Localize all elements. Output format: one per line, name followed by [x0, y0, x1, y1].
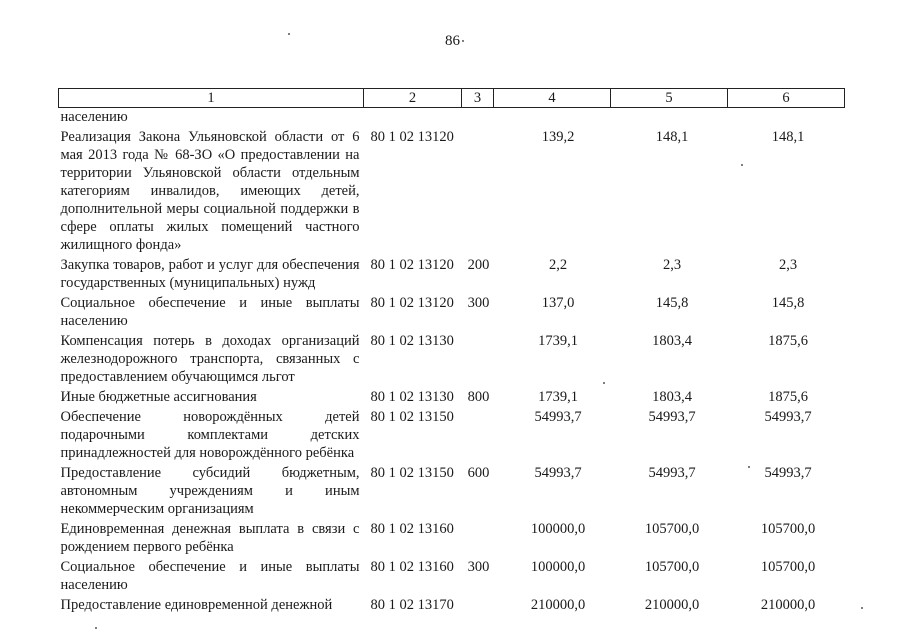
row-name: Предоставление субсидий бюджетным, автономным учреждениям и иным некоммерческим организациям: [60, 465, 360, 517]
row-code: 80 1 02 13150: [370, 409, 454, 425]
table-row: [59, 256, 845, 294]
table-header-row: [59, 89, 845, 108]
row-value-col6: 105700,0: [760, 559, 816, 575]
row-code: 80 1 02 13120: [370, 129, 454, 145]
row-name: Единовременная денежная выплата в связи с рождением первого ребёнка: [60, 521, 360, 555]
row-value-col6: 54993,7: [764, 409, 812, 425]
row-expense-type: [462, 128, 494, 256]
row-value-col4: 54993,7: [534, 409, 582, 425]
scan-speck: [748, 466, 750, 468]
row-value-col6: 1875,6: [768, 389, 808, 405]
row-name: Предоставление единовременной денежной: [60, 597, 333, 613]
scan-speck: [741, 164, 743, 166]
row-value-col6: 1875,6: [768, 333, 808, 349]
scan-speck: [288, 33, 290, 35]
row-code: 80 1 02 13130: [370, 333, 454, 349]
table-row: [59, 128, 845, 256]
table-row: [59, 520, 845, 558]
row-code: 80 1 02 13150: [370, 465, 454, 481]
budget-table: [58, 88, 845, 616]
row-value-col6: 105700,0: [760, 521, 816, 537]
column-header-3: 3: [462, 89, 494, 108]
column-header-5: 5: [611, 89, 728, 108]
table-row: [59, 558, 845, 596]
row-value-col6: 2,3: [778, 257, 798, 273]
row-code: 80 1 02 13170: [370, 597, 454, 613]
row-value-col6: [728, 108, 845, 129]
row-expense-type: 600: [467, 465, 490, 481]
row-value-col4: 100000,0: [530, 521, 586, 537]
row-value-col6: 54993,7: [764, 465, 812, 481]
scan-speck: [861, 607, 863, 609]
row-expense-type: 300: [467, 295, 490, 311]
row-value-col6: 148,1: [771, 129, 805, 145]
scan-speck: [462, 40, 464, 42]
table-row: [59, 294, 845, 332]
row-expense-type: 800: [467, 389, 490, 405]
row-name: Социальное обеспечение и иные выплаты населению: [60, 295, 360, 329]
row-name: Реализация Закона Ульяновской области от 6 мая 2013 года № 68-ЗО «О предоставлении на территории Ульяновской области отдельным категориям инвалидов, имеющих детей, дополнительной меры социальной поддержки в сфере оплаты жилых помещений частного жилищного фонда»: [60, 129, 360, 253]
column-header-4: 4: [494, 89, 611, 108]
row-value-col4: 100000,0: [530, 559, 586, 575]
row-value-col4: 54993,7: [534, 465, 582, 481]
column-header-1: 1: [59, 89, 364, 108]
row-value-col5: 148,1: [655, 129, 689, 145]
row-code: 80 1 02 13160: [370, 559, 454, 575]
row-name: Закупка товаров, работ и услуг для обеспечения государственных (муниципальных) нужд: [60, 257, 360, 291]
row-expense-type: [462, 520, 494, 558]
row-value-col6: 210000,0: [760, 597, 816, 613]
row-code: 80 1 02 13130: [370, 389, 454, 405]
row-value-col5: [611, 108, 728, 129]
row-code: [364, 108, 462, 129]
column-header-2: 2: [364, 89, 462, 108]
row-value-col5: 105700,0: [644, 521, 700, 537]
column-header-6: 6: [728, 89, 845, 108]
row-value-col4: [494, 108, 611, 129]
table-row: [59, 596, 845, 616]
scan-speck: [95, 627, 97, 629]
row-code: 80 1 02 13160: [370, 521, 454, 537]
table-row: [59, 388, 845, 408]
row-value-col4: 139,2: [541, 129, 575, 145]
row-value-col5: 2,3: [662, 257, 682, 273]
row-value-col5: 54993,7: [648, 409, 696, 425]
row-expense-type: 200: [467, 257, 490, 273]
row-value-col4: 210000,0: [530, 597, 586, 613]
row-name: Иные бюджетные ассигнования: [60, 389, 257, 405]
row-value-col5: 1803,4: [652, 333, 692, 349]
scan-speck: [603, 382, 605, 384]
row-value-col5: 1803,4: [652, 389, 692, 405]
row-value-col5: 105700,0: [644, 559, 700, 575]
row-expense-type: 300: [467, 559, 490, 575]
table-row: [59, 464, 845, 520]
row-expense-type: [462, 408, 494, 464]
row-expense-type: [462, 108, 494, 129]
row-value-col4: 2,2: [548, 257, 568, 273]
row-name: населению: [60, 109, 128, 125]
row-name: Обеспечение новорождённых детей подарочными комплектами детских принадлежностей для новорождённого ребёнка: [60, 409, 360, 461]
row-name: Компенсация потерь в доходах организаций железнодорожного транспорта, связанных с предоставлением обучающимся льгот: [60, 333, 360, 385]
row-value-col4: 1739,1: [538, 333, 578, 349]
row-code: 80 1 02 13120: [370, 295, 454, 311]
row-expense-type: [462, 596, 494, 616]
row-value-col6: 145,8: [771, 295, 805, 311]
page-number: 86: [445, 33, 460, 49]
row-value-col5: 54993,7: [648, 465, 696, 481]
row-name: Социальное обеспечение и иные выплаты населению: [60, 559, 360, 593]
row-value-col4: 1739,1: [538, 389, 578, 405]
row-value-col5: 145,8: [655, 295, 689, 311]
row-expense-type: [462, 332, 494, 388]
table-row: [59, 108, 845, 129]
row-value-col4: 137,0: [541, 295, 575, 311]
row-code: 80 1 02 13120: [370, 257, 454, 273]
table-row: [59, 332, 845, 388]
table-row: [59, 408, 845, 464]
row-value-col5: 210000,0: [644, 597, 700, 613]
